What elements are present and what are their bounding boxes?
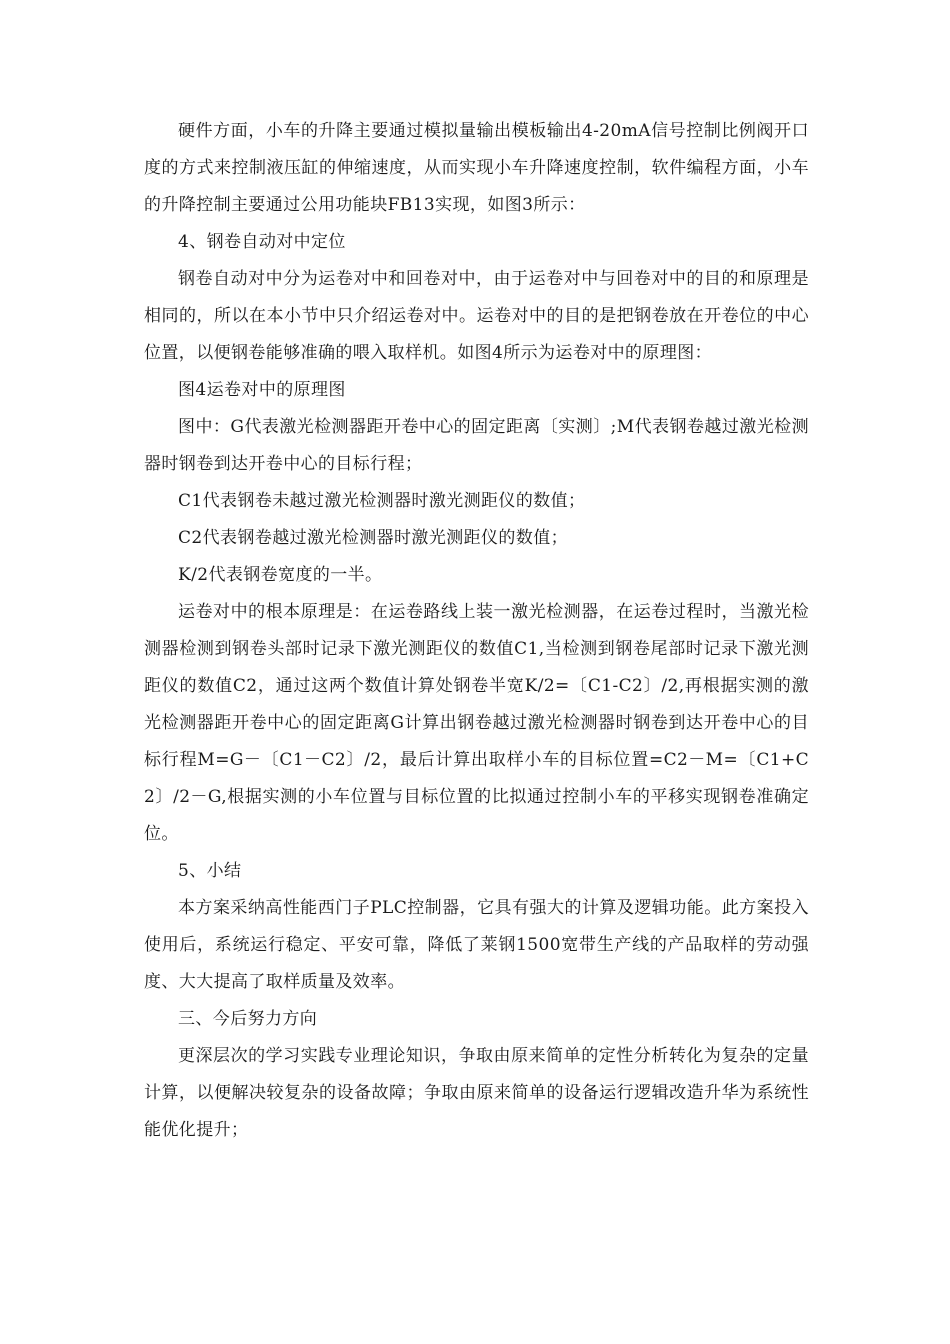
- paragraph-legend-k: K/2代表钢卷宽度的一半。: [178, 565, 383, 585]
- section-heading-future: 三、今后努力方向: [178, 1009, 318, 1029]
- figure-caption: 图4运卷对中的原理图: [178, 380, 346, 400]
- paragraph-hardware: 硬件方面，小车的升降主要通过模拟量输出模板输出4-20mA信号控制比例阀开口度的方式来控制液压缸的伸缩速度，从而实现小车升降速度控制，软件编程方面，小车的升降控制主要通过公用功能块FB13实现，如图3所示：: [144, 121, 809, 215]
- paragraph-centering-intro: 钢卷自动对中分为运卷对中和回卷对中，由于运卷对中与回卷对中的目的和原理是相同的，所以在本小节中只介绍运卷对中。运卷对中的目的是把钢卷放在开卷位的中心位置，以便钢卷能够准确的喂入取样机。如图4所示为运卷对中的原理图：: [144, 269, 809, 363]
- paragraph-future: 更深层次的学习实践专业理论知识，争取由原来简单的定性分析转化为复杂的定量计算，以便解决较复杂的设备故障；争取由原来简单的设备运行逻辑改造升华为系统性能优化提升；: [144, 1046, 809, 1140]
- paragraph-legend-g-m: 图中：G代表激光检测器距开卷中心的固定距离〔实测〕;M代表钢卷越过激光检测器时钢卷到达开卷中心的目标行程；: [144, 417, 809, 474]
- paragraph-principle: 运卷对中的根本原理是：在运卷路线上装一激光检测器，在运卷过程时，当激光检测器检测到钢卷头部时记录下激光测距仪的数值C1,当检测到钢卷尾部时记录下激光测距仪的数值C2，通过这两个数值计算处钢卷半宽K/2=〔C1-C2〕/2,再根据实测的激光检测器距开卷中心的固定距离G计算出钢卷越过激光检测器时钢卷到达开卷中心的目标行程M=G－〔C1－C2〕/2，最后计算出取样小车的目标位置=C2－M=〔C1+C2〕/2－G,根据实测的小车位置与目标位置的比拟通过控制小车的平移实现钢卷准确定位。: [144, 602, 809, 844]
- paragraph-legend-c2: C2代表钢卷越过激光检测器时激光测距仪的数值；: [178, 528, 569, 548]
- document-body: [144, 113, 809, 1149]
- section-heading-summary: 5、小结: [178, 861, 242, 881]
- section-heading-coil-centering: 4、钢卷自动对中定位: [178, 232, 346, 252]
- paragraph-legend-c1: C1代表钢卷未越过激光检测器时激光测距仪的数值；: [178, 491, 586, 511]
- paragraph-summary: 本方案采纳高性能西门子PLC控制器，它具有强大的计算及逻辑功能。此方案投入使用后，系统运行稳定、平安可靠，降低了莱钢1500宽带生产线的产品取样的劳动强度、大大提高了取样质量及效率。: [144, 898, 809, 992]
